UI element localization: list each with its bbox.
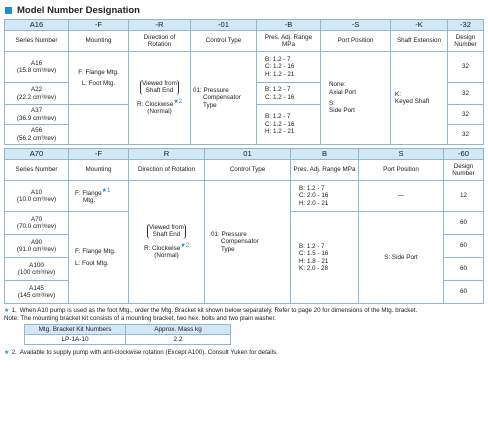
header-series: Series Number [5,31,69,52]
note-bracket [4,315,484,323]
mounting-cell [69,181,129,212]
mount-mtg: Mtg. [83,197,96,205]
port-none-dash: — [359,181,444,212]
header-control: Control Type [205,160,291,181]
series-name: A70 [30,215,43,223]
note-1-text: When A10 pump is used as the foot Mtg., order the Mtg. Bracket kit shown below separately. Refer to page 20 for dimensions of the Mtg. bracket. [19,307,418,314]
star-note-1-icon: ★1 [101,187,111,194]
control-code: 01: Pressure [211,230,247,238]
note-1 [4,307,484,315]
header-mounting: Mounting [69,160,129,181]
shaft-keyed: Keyed Shaft [395,98,430,105]
series-cell [5,52,69,83]
code-row [5,20,484,31]
model-table-a70 [4,148,484,304]
series-displacement: (22.2 cm³/rev) [16,93,57,101]
header-port: Port Position [321,31,391,52]
code-design: -60 [444,149,484,160]
port-side: Side Port [329,107,355,115]
code-row [5,149,484,160]
mounting-cell [69,52,129,105]
series-displacement: (91.0 cm³/rev) [16,246,57,253]
design-number: 60 [444,235,484,258]
code-port: -S [321,20,391,31]
rotation-cell [129,52,191,145]
port-cell [321,52,391,145]
series-displacement: (10.0 cm³/rev) [16,196,57,203]
bracket-kit-table [24,324,231,345]
port-cell: S: Side Port [359,212,444,304]
pressure-range-b [257,83,321,105]
header-rotation: Direction of Rotation [129,160,205,181]
rotation-cell [129,181,205,304]
range-c: C: 1.2 - 16 [265,93,295,101]
range-k: K: 2.0 - 28 [299,264,329,272]
series-displacement: (70.0 cm³/rev) [16,223,57,230]
kit-header-mass: Approx. Mass kg [126,325,231,335]
design-number: 32 [448,83,484,105]
series-name: A100 [29,261,44,269]
rotation-clockwise: R: Clockwise [143,244,181,252]
code-control: 01 [205,149,291,160]
mounting-cell [69,212,129,304]
shaft-k: K: [395,90,401,98]
series-cell [5,235,69,258]
series-displacement: (15.8 cm³/rev) [16,67,57,74]
notes-2 [4,349,484,357]
code-mounting: -F [69,20,129,31]
series-cell [5,125,69,145]
header-row [5,160,484,181]
range-h: H: 1.2 - 21 [265,70,295,78]
design-number: 32 [448,125,484,145]
header-rotation: Direction of Rotation [129,31,191,52]
control-type: Type [221,245,235,253]
header-pressure: Pres. Adj. Range MPa [257,31,321,52]
note-2-text: Available to supply pump with anti-clockwise rotation (Except A100). Consult Yuken for details. [19,349,278,357]
square-bullet-icon [5,7,12,14]
star-note-2-icon: ★2 [180,242,190,249]
viewed-from-bracket [140,80,179,94]
pressure-range-a [257,52,321,83]
table-row [5,52,484,83]
series-cell [5,83,69,105]
control-cell [191,52,257,145]
design-number: 60 [444,258,484,281]
series-cell [5,105,69,125]
header-pressure: Pres. Adj. Range MPa [291,160,359,181]
header-series: Series Number [5,160,69,181]
range-b: B: 1.2 - 7 [299,184,325,192]
series-name: A145 [29,284,44,292]
kit-header-row [25,325,231,335]
note-bracket-text: Note: The mounting bracket kit consists of a mounting bracket, two hex. bolts and two plain washer. [4,314,276,322]
rotation-normal: (Normal) [147,108,172,116]
series-name: A10 [30,188,43,196]
series-cell [5,212,69,235]
star-icon: ★ [4,307,10,314]
port-s: S: [329,100,335,107]
heading-title: Model Number Designation [17,4,140,16]
series-name: A37 [30,107,43,115]
viewed-from-text: Viewed from [142,80,177,88]
shaft-cell [391,52,448,145]
header-row [5,31,484,52]
series-cell [5,181,69,212]
series-name: A16 [30,59,43,67]
code-rotation: R [129,149,205,160]
note-1-number: 1. [11,307,17,314]
shaft-end-text: Shaft End [145,87,174,95]
note-2 [4,349,484,357]
design-number: 32 [448,105,484,125]
note-2-number: 2. [11,349,17,357]
viewed-from-bracket [147,224,186,238]
section-heading [5,3,484,17]
series-displacement: (36.9 cm³/rev) [16,114,57,122]
range-c: C: 1.5 - 16 [299,250,329,258]
range-h: H: 2.0 - 21 [299,199,329,207]
control-compensator: Compensator [221,238,259,246]
table-row [25,335,231,345]
code-control: -01 [191,20,257,31]
code-series: A16 [5,20,69,31]
design-number: 60 [444,212,484,235]
mount-flange: F: Flange [75,189,102,197]
control-cell [205,181,291,304]
code-rotation: -R [129,20,191,31]
star-note-2-icon: ★2 [173,98,183,105]
kit-mass: 2.2 [126,335,231,345]
control-type: Type [203,101,217,109]
header-design: Design Number [444,160,484,181]
kit-header-number: Mtg. Bracket Kit Numbers [25,325,126,335]
shaft-end-text: Shaft End [152,231,181,239]
range-h: H: 1.8 - 21 [299,257,329,265]
header-port: Port Position [359,160,444,181]
range-c: C: 1.2 - 16 [265,63,295,71]
port-axial: Axial Port [329,88,356,96]
range-h: H: 1.2 - 21 [265,128,295,136]
code-shaft: -K [391,20,448,31]
range-b: B: 1.2 - 7 [265,86,291,94]
mounting-cell-empty [69,105,129,145]
range-c: C: 2.0 - 16 [299,192,329,200]
series-displacement: (56.2 cm³/rev) [16,134,57,142]
design-number: 32 [448,52,484,83]
code-series: A70 [5,149,69,160]
series-name: A90 [30,238,43,246]
header-control: Control Type [191,31,257,52]
design-number: 60 [444,281,484,304]
rotation-normal: (Normal) [154,252,179,260]
mount-foot: L: Foot Mtg. [81,80,116,87]
range-b: B: 1.2 - 7 [265,55,291,63]
mount-flange: F: Flange Mtg. [75,248,116,256]
pressure-range [291,212,359,304]
mount-foot: L: Foot Mtg. [75,259,109,267]
pressure-range-c [257,105,321,145]
code-port: S [359,149,444,160]
kit-number: LP-1A-10 [25,335,126,345]
rotation-clockwise: R: Clockwise [136,100,174,108]
control-compensator: Compensator [203,94,241,102]
range-c: C: 1.2 - 16 [265,120,295,128]
code-pressure: B [291,149,359,160]
series-displacement: (145 cm³/rev) [17,292,56,299]
control-code: 01: Pressure [193,86,229,94]
code-design: -32 [448,20,484,31]
code-pressure: -B [257,20,321,31]
star-icon: ★ [4,349,10,357]
series-name: A56 [30,127,43,135]
pressure-range-a10 [291,181,359,212]
code-mounting: -F [69,149,129,160]
design-number: 12 [444,181,484,212]
viewed-from-text: Viewed from [149,224,184,232]
series-cell [5,281,69,304]
header-mounting: Mounting [69,31,129,52]
series-name: A22 [30,86,43,94]
range-b: B: 1.2 - 7 [265,113,291,121]
series-displacement: (100 cm³/rev) [17,269,56,276]
series-cell [5,258,69,281]
model-table-a16 [4,19,484,145]
notes [4,307,484,322]
table-row [5,181,484,212]
mount-flange: F: Flange Mtg. [78,68,119,76]
port-none: None: [329,81,346,89]
header-design: Design Number [448,31,484,52]
header-shaft: Shaft Extension [391,31,448,52]
range-b: B: 1.2 - 7 [299,242,325,250]
